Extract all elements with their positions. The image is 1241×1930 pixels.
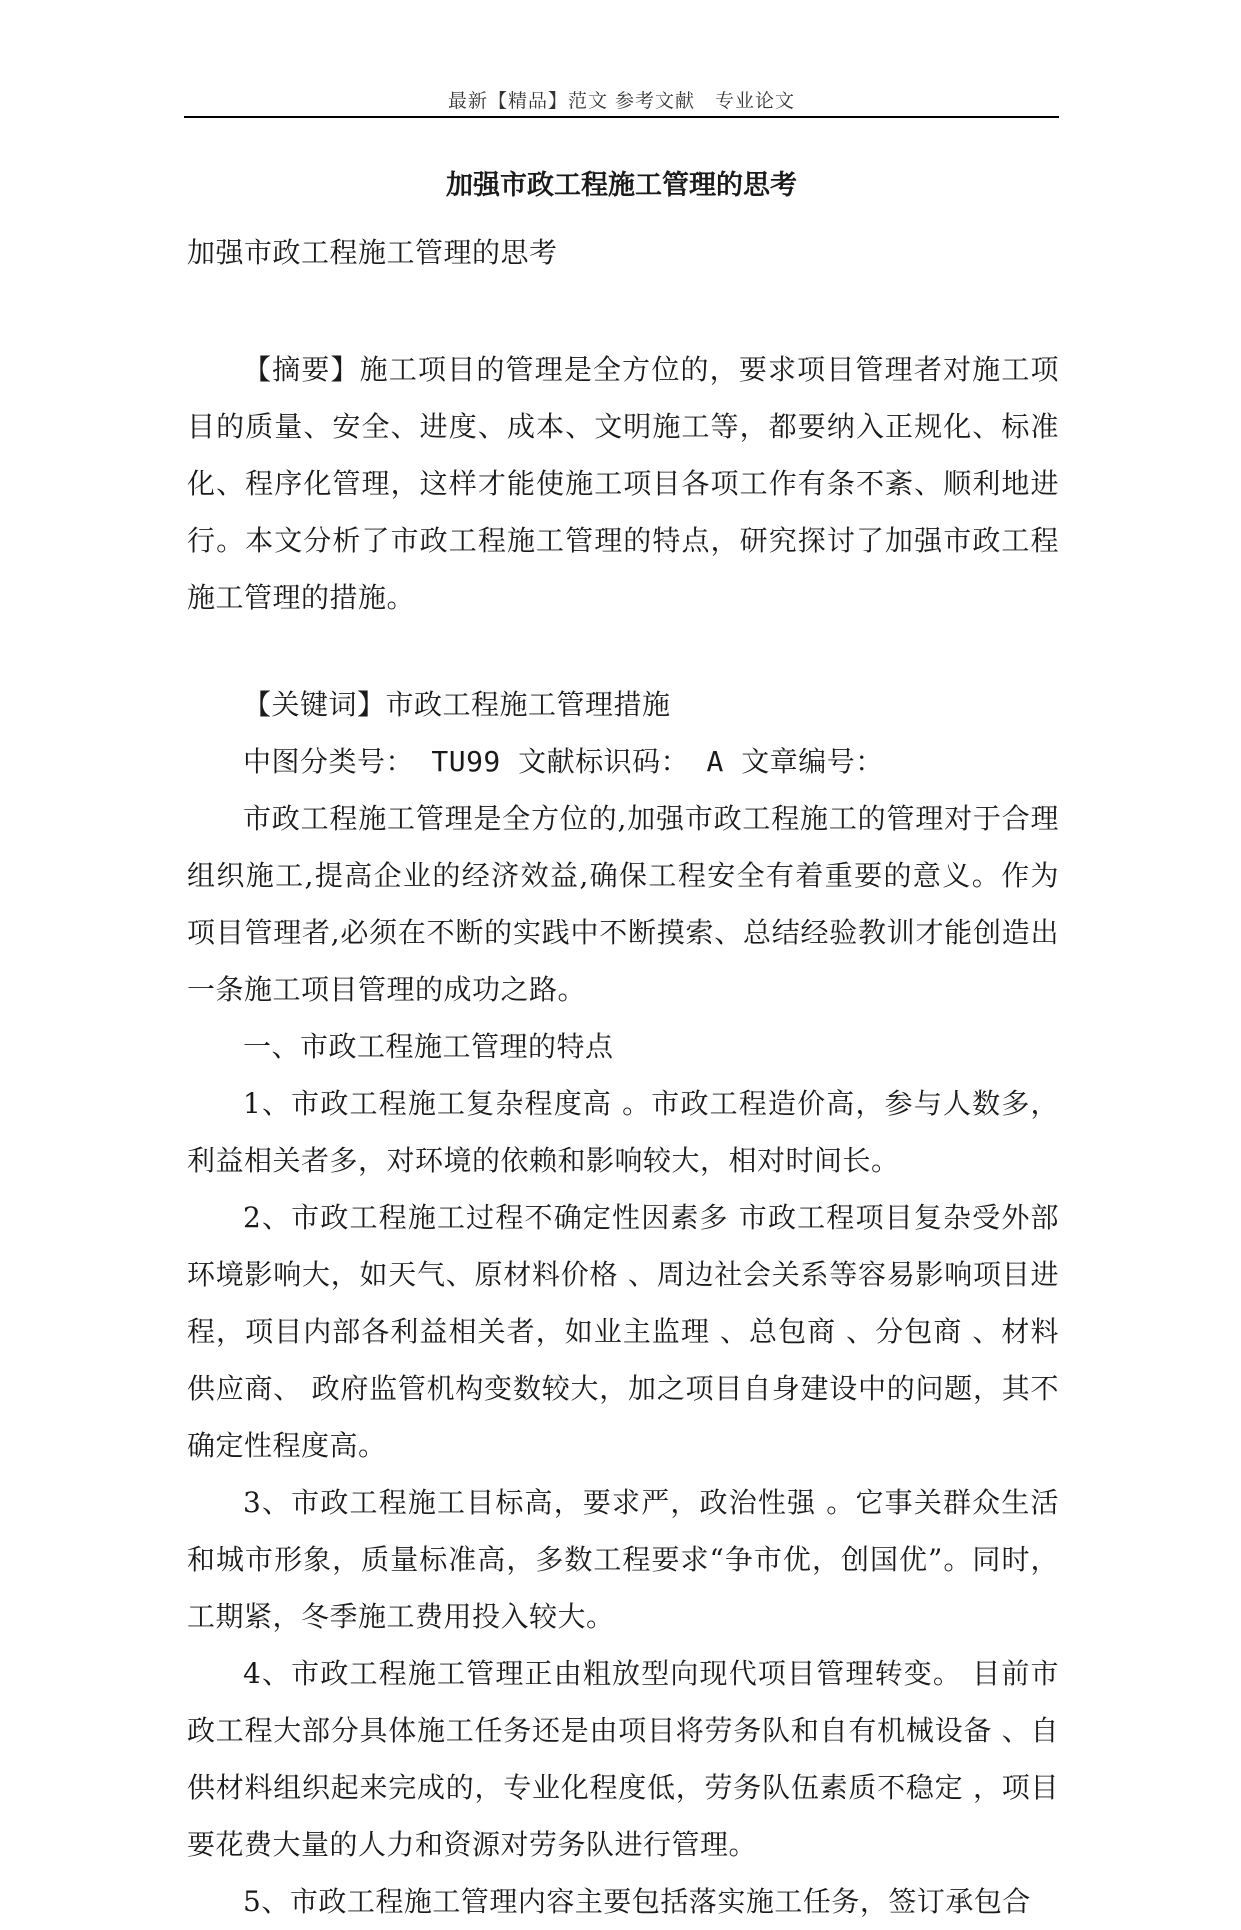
header-divider [184,116,1059,118]
document-title: 加强市政工程施工管理的思考 [446,170,797,201]
point-paragraph: 3、市政工程施工目标高，要求严，政治性强 。它事关群众生活和城市形象，质量标准高，多数工程要求“争市优，创国优”。同时，工期紧，冬季施工费用投入较大。 [187,1486,1059,1633]
document-body [187,224,1059,1930]
abstract-paragraph: 【摘要】施工项目的管理是全方位的，要求项目管理者对施工项目的质量、安全、进度、成本、文明施工等，都要纳入正规化、标准化、程序化管理，这样才能使施工项目各项工作有条不紊、顺利地进行。本文分析了市政工程施工管理的特点，研究探讨了加强市政工程施工管理的措施。 [187,353,1059,614]
intro-paragraph: 市政工程施工管理是全方位的,加强市政工程施工的管理对于合理组织施工,提高企业的经济效益,确保工程安全有着重要的意义。作为项目管理者,必须在不断的实践中不断摸索、总结经验教训才能创造出一条施工项目管理的成功之路。 [187,802,1059,1006]
section-heading: 一、市政工程施工管理的特点 [243,1030,614,1063]
document-subtitle: 加强市政工程施工管理的思考 [187,236,558,269]
running-header: 最新【精品】范文 参考文献 专业论文 [447,90,796,112]
point-paragraph: 2、市政工程施工过程不确定性因素多 市政工程项目复杂受外部环境影响大，如天气、原材料价格 、周边社会关系等容易影响项目进程，项目内部各利益相关者，如业主监理 、总包商 、分包商 、材料供应商、 政府监管机构变数较大，加之项目自身建设中的问题，其不确定性程度高。 [187,1201,1059,1462]
point-paragraph: 5、市政工程施工管理内容主要包括落实施工任务，签订承包合 [243,1885,1031,1918]
keywords-line: 【关键词】市政工程施工管理措施 [243,688,671,721]
point-paragraph: 4、市政工程施工管理正由粗放型向现代项目管理转变。 目前市政工程大部分具体施工任务还是由项目将劳务队和自有机械设备 、自供材料组织起来完成的，专业化程度低，劳务队伍素质不稳定 ，项目要花费大量的人力和资源对劳务队进行管理。 [187,1657,1059,1861]
classification-line: 中图分类号： TU99 文献标识码： A 文章编号： [243,745,884,778]
point-paragraph: 1、市政工程施工复杂程度高 。市政工程造价高，参与人数多，利益相关者多，对环境的依赖和影响较大，相对时间长。 [187,1087,1059,1177]
